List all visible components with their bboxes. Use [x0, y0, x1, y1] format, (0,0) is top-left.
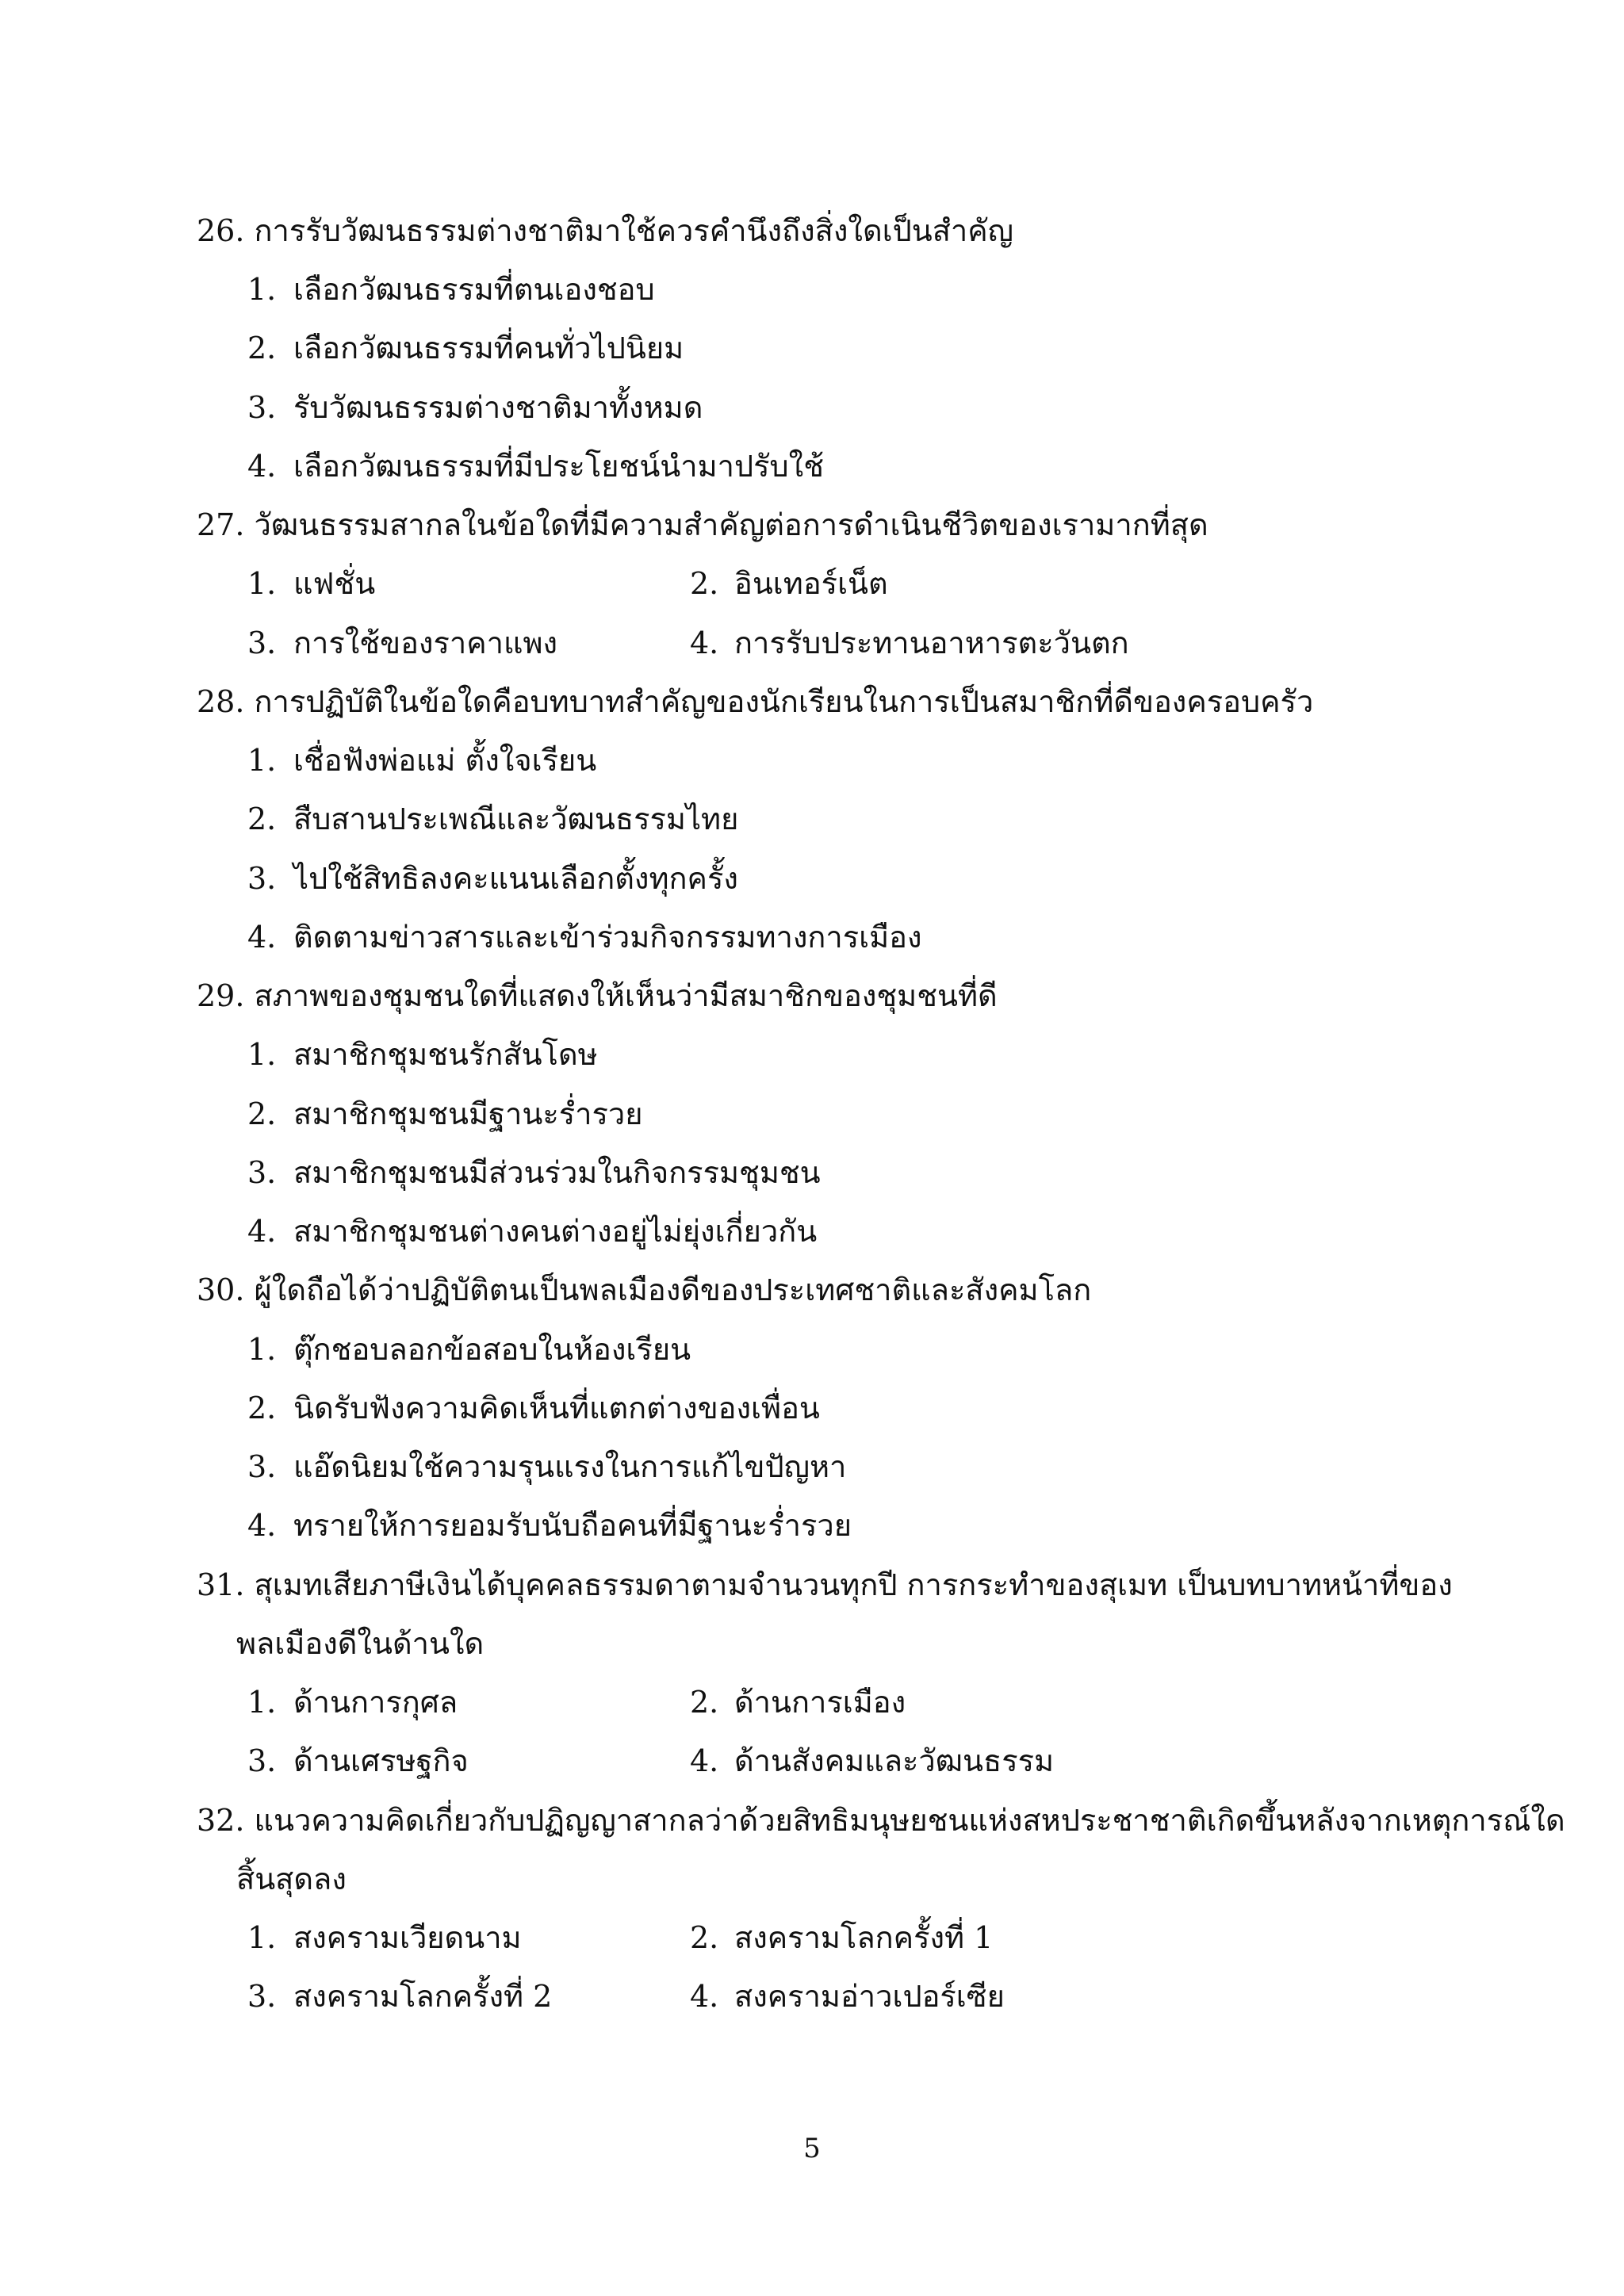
option-text: แฟชั่น	[293, 566, 376, 601]
question-number: 31.	[197, 1567, 245, 1602]
option-number: 1.	[247, 272, 277, 307]
option-text: สงครามโลกครั้งที่ 1	[734, 1920, 994, 1955]
option-text: สืบสานประเพณีและวัฒนธรรมไทย	[293, 802, 739, 836]
option-number: 2.	[247, 1391, 277, 1425]
option-number: 4.	[690, 1743, 719, 1778]
option-number: 3.	[247, 626, 277, 660]
option-number: 1.	[247, 743, 277, 778]
option-text: เชื่อฟังพ่อแม่ ตั้งใจเรียน	[293, 743, 597, 778]
option-text: สงครามโลกครั้งที่ 2	[293, 1979, 553, 2014]
question-text: การรับวัฒนธรรมต่างชาติมาใช้ควรคำนึงถึงสิ่งใดเป็นสำคัญ	[254, 213, 1014, 248]
option-text: สมาชิกชุมชนต่างคนต่างอยู่ไม่ยุ่งเกี่ยวกัน	[293, 1214, 818, 1249]
question-text: แนวความคิดเกี่ยวกับปฏิญญาสากลว่าด้วยสิทธิมนุษยชนแห่งสหประชาชาติเกิดขึ้นหลังจากเหตุการณ์ใด	[254, 1803, 1565, 1838]
option-number: 3.	[247, 861, 277, 896]
option-number: 4.	[690, 1979, 719, 2014]
option-text: สงครามเวียดนาม	[293, 1920, 522, 1955]
question-number: 29.	[197, 978, 245, 1013]
option-number: 1.	[247, 566, 277, 601]
question-29	[197, 976, 998, 1016]
question-30	[197, 1270, 1091, 1310]
option-text: ทรายให้การยอมรับนับถือคนที่มีฐานะร่ำรวย	[293, 1508, 852, 1543]
question-number: 27.	[197, 507, 245, 542]
option-text: เลือกวัฒนธรรมที่มีประโยชน์นำมาปรับใช้	[293, 449, 824, 484]
question-27	[197, 505, 1208, 545]
question-28	[197, 682, 1313, 721]
option-number: 3.	[247, 1979, 277, 2014]
question-31-continued: พลเมืองดีในด้านใด	[236, 1626, 485, 1661]
question-text: การปฏิบัติในข้อใดคือบทบาทสำคัญของนักเรียนในการเป็นสมาชิกที่ดีของครอบครัว	[254, 684, 1314, 719]
option-text: ตุ๊กชอบลอกข้อสอบในห้องเรียน	[293, 1332, 691, 1367]
option-number: 4.	[247, 1508, 277, 1543]
option-text: รับวัฒนธรรมต่างชาติมาทั้งหมด	[293, 390, 703, 425]
option-text: ด้านการเมือง	[734, 1685, 906, 1720]
question-number: 32.	[197, 1803, 245, 1838]
question-number: 30.	[197, 1272, 245, 1307]
option-text: ด้านสังคมและวัฒนธรรม	[734, 1743, 1055, 1778]
option-text: ติดตามข่าวสารและเข้าร่วมกิจกรรมทางการเมือง	[293, 920, 922, 955]
option-number: 2.	[690, 1685, 719, 1720]
option-number: 3.	[247, 1155, 277, 1190]
option-text: สมาชิกชุมชนมีส่วนร่วมในกิจกรรมชุมชน	[293, 1155, 821, 1190]
option-text: สมาชิกชุมชนมีฐานะร่ำรวย	[293, 1096, 643, 1131]
question-31	[197, 1565, 1453, 1605]
question-32-continued: สิ้นสุดลง	[236, 1862, 347, 1896]
option-number: 1.	[247, 1332, 277, 1367]
question-number: 28.	[197, 684, 245, 719]
option-number: 1.	[247, 1037, 277, 1072]
option-number: 3.	[247, 1743, 277, 1778]
option-number: 4.	[247, 449, 277, 484]
option-text: แอ๊ดนิยมใช้ความรุนแรงในการแก้ไขปัญหา	[293, 1449, 847, 1484]
option-text: เลือกวัฒนธรรมที่คนทั่วไปนิยม	[293, 331, 684, 365]
question-text: วัฒนธรรมสากลในข้อใดที่มีความสำคัญต่อการดำเนินชีวิตของเรามากที่สุด	[254, 507, 1208, 542]
page-number: 5	[803, 2133, 821, 2164]
question-text: ผู้ใดถือได้ว่าปฏิบัติตนเป็นพลเมืองดีของประเทศชาติและสังคมโลก	[254, 1272, 1092, 1307]
option-text: การรับประทานอาหารตะวันตก	[734, 626, 1129, 660]
option-text: ไปใช้สิทธิลงคะแนนเลือกตั้งทุกครั้ง	[293, 861, 738, 896]
option-text: เลือกวัฒนธรรมที่ตนเองชอบ	[293, 272, 655, 307]
option-text: ด้านการกุศล	[293, 1685, 458, 1720]
option-number: 4.	[247, 920, 277, 955]
option-text: นิดรับฟังความคิดเห็นที่แตกต่างของเพื่อน	[293, 1391, 820, 1425]
option-number: 3.	[247, 1449, 277, 1484]
option-number: 4.	[247, 1214, 277, 1249]
question-26	[197, 211, 1013, 251]
option-text: สมาชิกชุมชนรักสันโดษ	[293, 1037, 598, 1072]
question-number: 26.	[197, 213, 245, 248]
question-text: สภาพของชุมชนใดที่แสดงให้เห็นว่ามีสมาชิกของชุมชนที่ดี	[254, 978, 998, 1013]
option-number: 1.	[247, 1685, 277, 1720]
option-text: การใช้ของราคาแพง	[293, 626, 558, 660]
option-text: อินเทอร์เน็ต	[734, 566, 888, 601]
question-text: สุเมทเสียภาษีเงินได้บุคคลธรรมดาตามจำนวนทุกปี การกระทำของสุเมท เป็นบทบาทหน้าที่ของ	[254, 1567, 1453, 1602]
question-32	[197, 1800, 1565, 1840]
option-number: 2.	[690, 566, 719, 601]
option-number: 2.	[690, 1920, 719, 1955]
option-number: 4.	[690, 626, 719, 660]
option-number: 3.	[247, 390, 277, 425]
option-number: 2.	[247, 1096, 277, 1131]
option-number: 2.	[247, 331, 277, 365]
option-number: 1.	[247, 1920, 277, 1955]
option-text: สงครามอ่าวเปอร์เซีย	[734, 1979, 1005, 2014]
option-text: ด้านเศรษฐกิจ	[293, 1743, 469, 1778]
option-number: 2.	[247, 802, 277, 836]
